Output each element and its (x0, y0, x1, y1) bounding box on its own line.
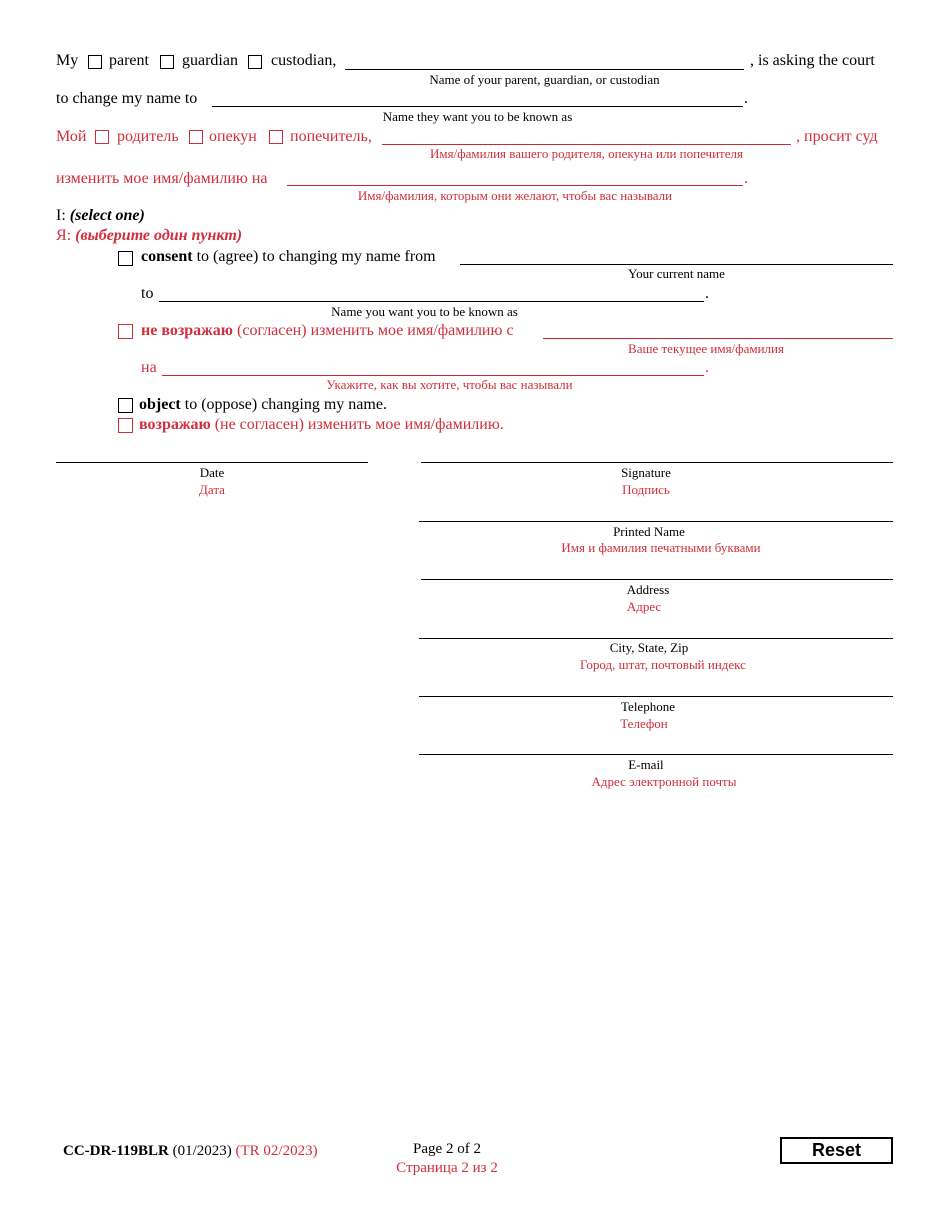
page-number: Page 2 of 2 (413, 1141, 481, 1157)
date-field[interactable] (56, 462, 368, 463)
telephone-field[interactable] (419, 696, 893, 697)
want-name-caption: Name you want you to be known as (331, 304, 518, 319)
to-change-name-text: to change my name to (56, 90, 198, 107)
parent-checkbox[interactable] (88, 55, 102, 69)
desired-name-caption: Name they want you to be known as (382, 109, 573, 124)
ru-consent-text: не возражаю (согласен) изменить мое имя/фамилию с (141, 322, 514, 339)
ru-current-name-caption: Ваше текущее имя/фамилия (628, 341, 784, 356)
want-name-field[interactable] (159, 301, 704, 302)
parent-name-caption: Name of your parent, guardian, or custodian (429, 72, 660, 87)
printed-name-field[interactable] (419, 521, 893, 522)
parent-label: parent (109, 52, 149, 69)
email-caption: E-mail (628, 757, 664, 772)
form-id: CC-DR-119BLR (01/2023) (TR 02/2023) (63, 1143, 318, 1159)
ru-consent-to-text: на (141, 359, 157, 376)
ru-guardian-label: опекун (209, 128, 257, 145)
object-text: object to (oppose) changing my name. (139, 396, 387, 413)
consent-period: . (705, 285, 709, 302)
ru-want-name-field[interactable] (162, 375, 704, 376)
ru-consent-checkbox[interactable] (118, 324, 133, 339)
ru-want-name-caption: Укажите, как вы хотите, чтобы вас называли (326, 377, 573, 392)
ru-custodian-label: попечитель, (290, 128, 372, 145)
period: . (744, 90, 748, 107)
ru-period: . (744, 170, 748, 187)
address-caption: Address (626, 582, 670, 597)
ru-printed-name-caption: Имя и фамилия печатными буквами (561, 540, 761, 555)
object-checkbox[interactable] (118, 398, 133, 413)
ru-parent-name-caption: Имя/фамилия вашего родителя, опекуна или попечителя (430, 146, 743, 161)
select-one-label: I: (select one) (56, 207, 145, 224)
printed-name-caption: Printed Name (613, 524, 685, 539)
signature-field[interactable] (421, 462, 893, 463)
custodian-checkbox[interactable] (248, 55, 262, 69)
current-name-caption: Your current name (628, 266, 725, 281)
email-field[interactable] (419, 754, 893, 755)
reset-button[interactable]: Reset (780, 1137, 893, 1164)
ru-object-text: возражаю (не согласен) изменить мое имя/фамилию. (139, 416, 504, 433)
consent-checkbox[interactable] (118, 251, 133, 266)
my-label: My (56, 52, 79, 69)
ru-current-name-field[interactable] (543, 338, 893, 339)
ru-custodian-checkbox[interactable] (269, 130, 283, 144)
ru-city-state-zip-caption: Город, штат, почтовый индекс (580, 657, 746, 672)
consent-to-text: to (141, 285, 154, 302)
ru-guardian-checkbox[interactable] (189, 130, 203, 144)
ru-signature-caption: Подпись (622, 482, 670, 497)
city-state-zip-caption: City, State, Zip (609, 640, 689, 655)
ru-date-caption: Дата (199, 482, 225, 497)
guardian-checkbox[interactable] (160, 55, 174, 69)
ru-consent-period: . (705, 359, 709, 376)
ru-telephone-caption: Телефон (620, 716, 668, 731)
ru-my-label: Мой (56, 128, 87, 145)
parent-name-field[interactable] (345, 69, 744, 70)
ru-select-one-label: Я: (выберите один пункт) (56, 227, 243, 244)
ru-object-checkbox[interactable] (118, 418, 133, 433)
ru-desired-name-caption: Имя/фамилия, которым они желают, чтобы вас называли (357, 188, 673, 203)
ru-email-caption: Адрес электронной почты (591, 774, 737, 789)
ru-parent-name-field[interactable] (382, 144, 791, 145)
address-field[interactable] (421, 579, 893, 580)
city-state-zip-field[interactable] (419, 638, 893, 639)
ru-page-number: Страница 2 из 2 (396, 1160, 498, 1176)
desired-name-field[interactable] (212, 106, 743, 107)
guardian-label: guardian (182, 52, 238, 69)
current-name-field[interactable] (460, 264, 893, 265)
ru-address-caption: Адрес (626, 599, 662, 614)
signature-caption: Signature (621, 465, 671, 480)
ru-to-change-name-text: изменить мое имя/фамилию на (56, 170, 268, 187)
ru-asking-court-text: , просит суд (796, 128, 878, 145)
ru-parent-label: родитель (117, 128, 179, 145)
consent-text: consent to (agree) to changing my name from (141, 248, 436, 265)
ru-desired-name-field[interactable] (287, 185, 743, 186)
ru-parent-checkbox[interactable] (95, 130, 109, 144)
telephone-caption: Telephone (621, 699, 675, 714)
asking-court-text: , is asking the court (750, 52, 875, 69)
date-caption: Date (199, 465, 225, 480)
custodian-label: custodian, (271, 52, 337, 69)
